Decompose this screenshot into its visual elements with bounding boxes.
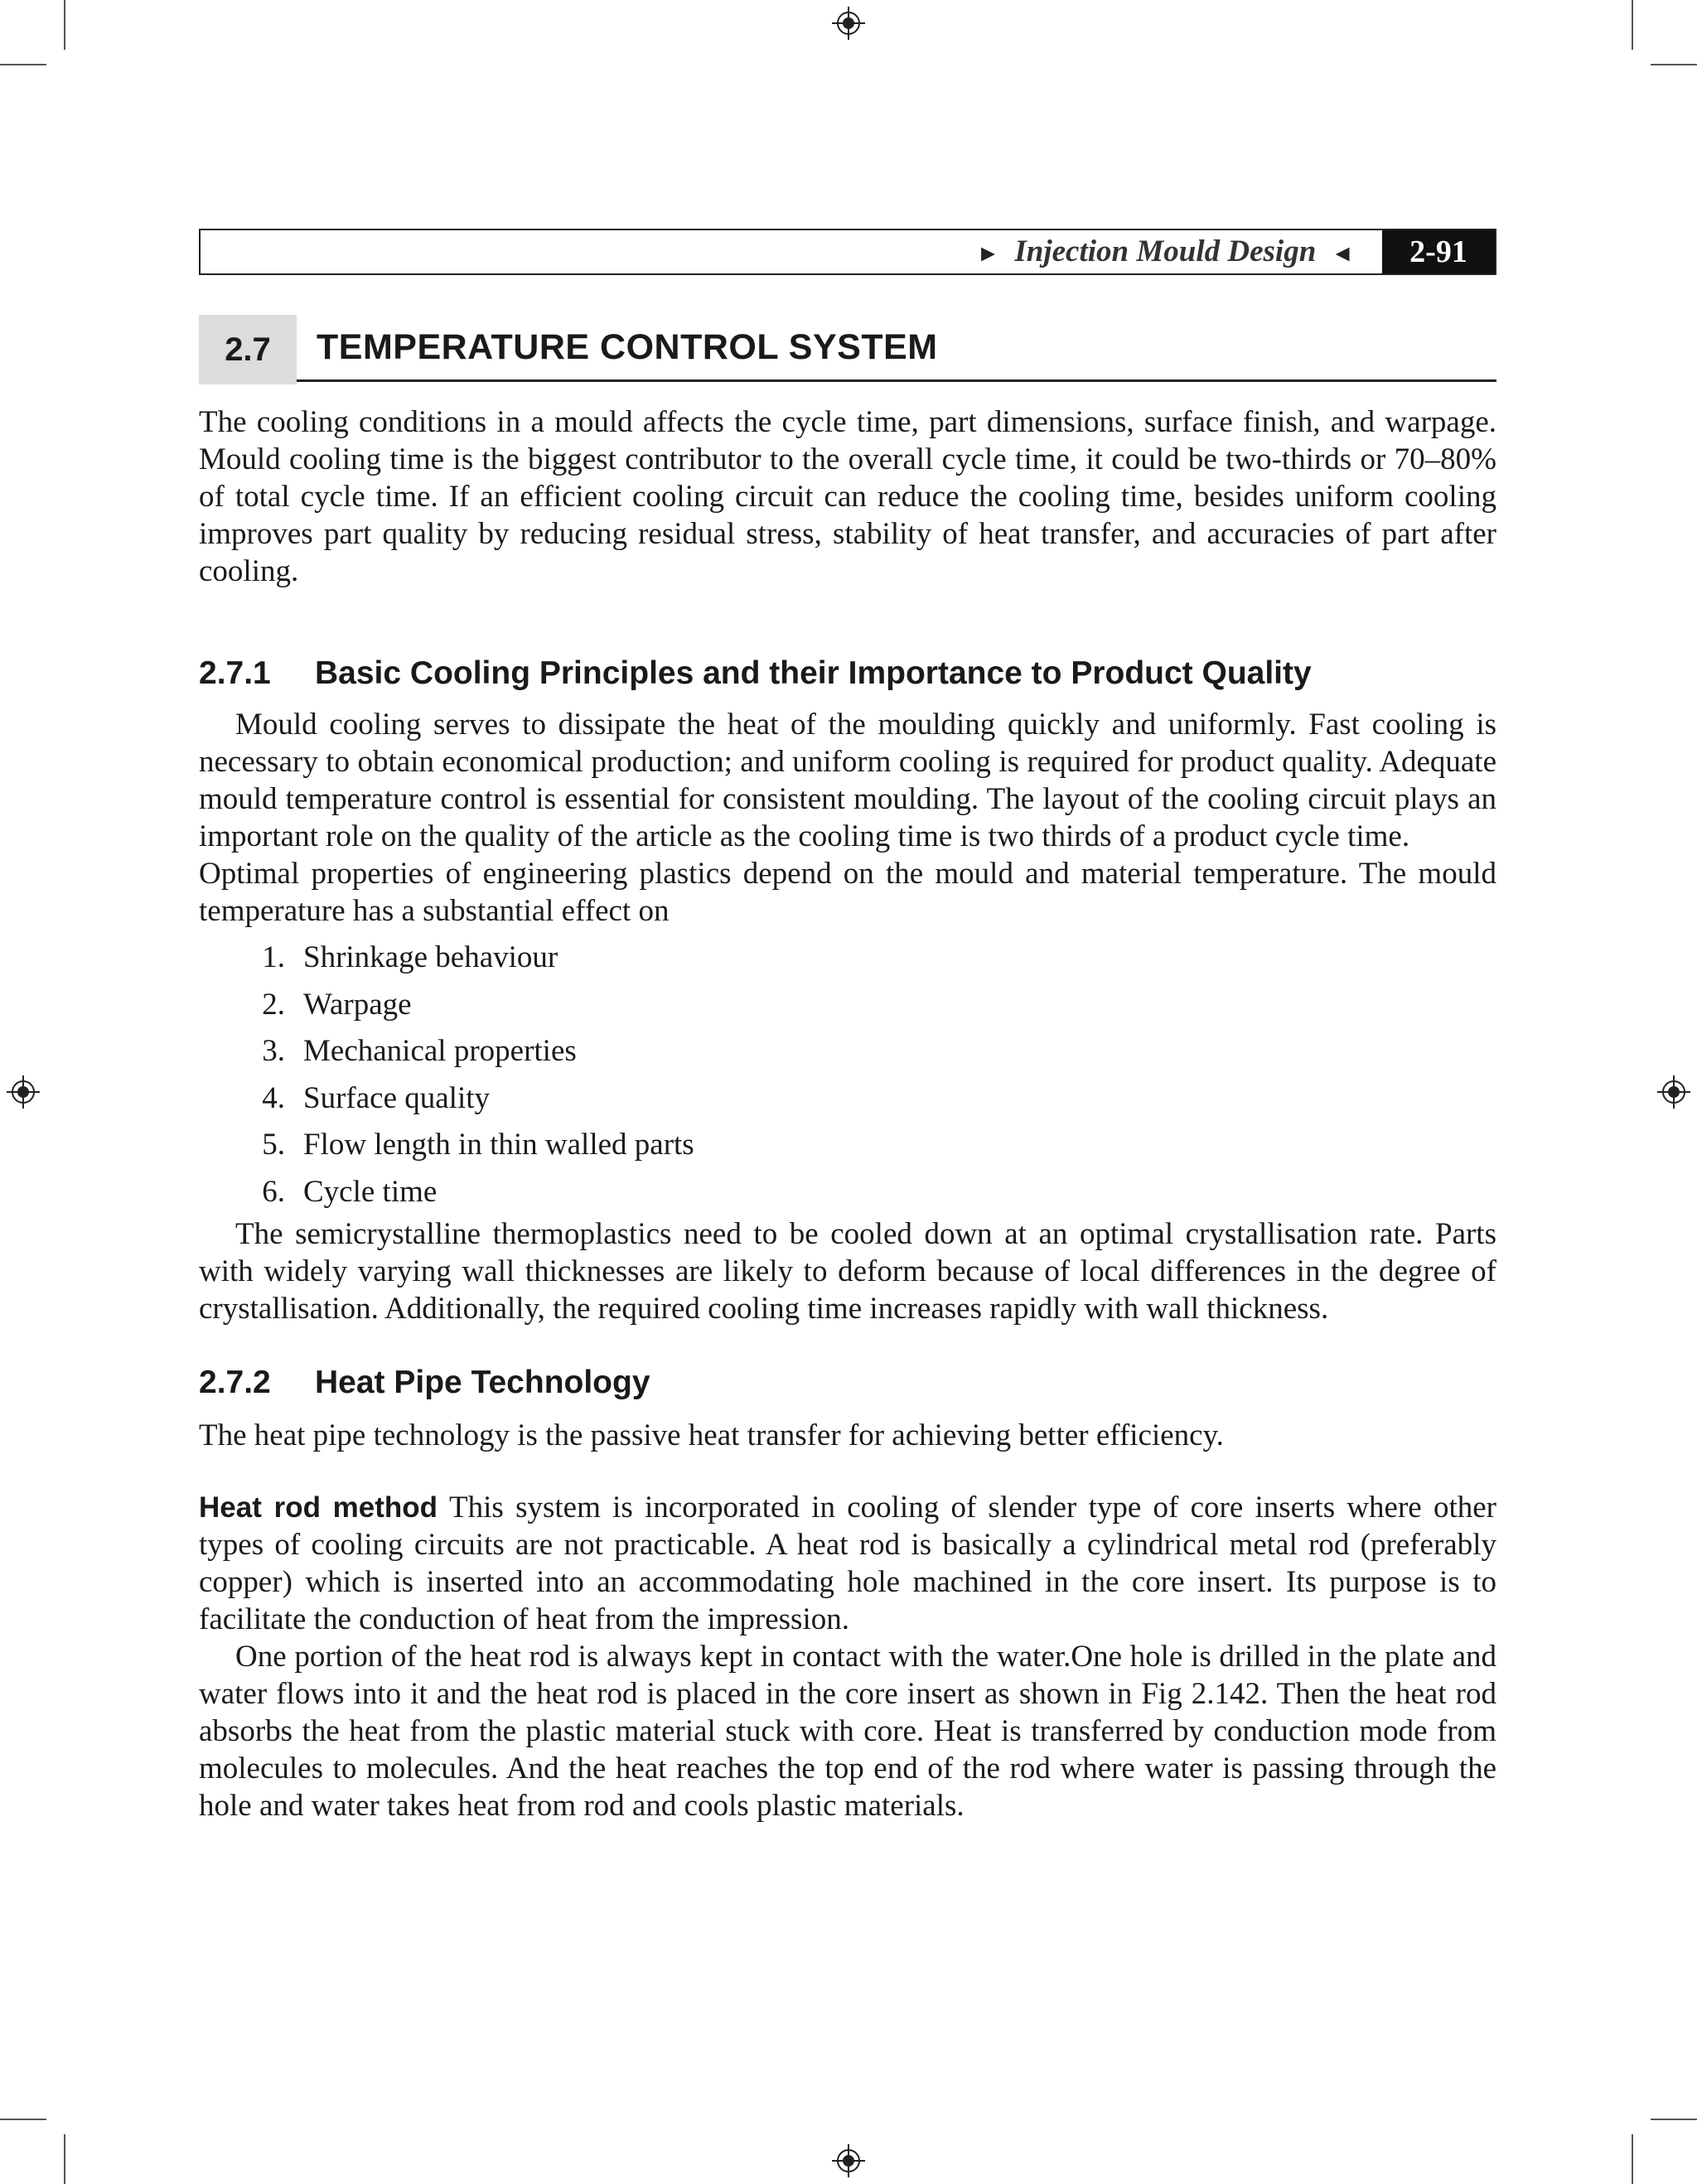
effects-list	[199, 935, 1496, 1215]
page-content	[199, 315, 1496, 1824]
crop-mark-bottom-left-h	[0, 2119, 46, 2120]
arrow-right-icon: ►	[976, 241, 1000, 267]
paragraph: Mould cooling serves to dissipate the heat of the moulding quickly and uniformly. Fast cooling is necessary to obtain economical production; and uniform cooling is required for product quality. Adequate mould temperature control is essential for consistent moulding. The layout of the cooling circuit plays an important role on the quality of the article as the cooling time is two thirds of a product cycle time.	[199, 708, 1496, 853]
list-number: 2.	[262, 987, 285, 1022]
registration-mark-right-icon	[1657, 1075, 1690, 1109]
list-item	[199, 1028, 1496, 1075]
running-title-block	[962, 230, 1369, 273]
list-text: Mechanical properties	[303, 1034, 577, 1068]
subsection-number: 2.7.1	[199, 655, 271, 691]
list-number: 3.	[262, 1034, 285, 1068]
crop-mark-top-left-v	[64, 0, 65, 50]
list-item	[199, 982, 1496, 1029]
list-text: Warpage	[303, 987, 412, 1022]
arrow-left-icon: ◄	[1331, 241, 1354, 267]
crop-mark-bottom-right-h	[1651, 2119, 1697, 2120]
list-number: 4.	[262, 1080, 285, 1115]
section-intro-paragraph: The cooling conditions in a mould affects the cycle time, part dimensions, surface finish, and warpage. Mould cooling time is the biggest contributor to the overall cycle time, it could be two-thirds or 70–80% of total cycle time. If an efficient cooling circuit can reduce the cooling time, besides uniform cooling improves part quality by reducing residual stress, stability of heat transfer, and accuracies of part after cooling.	[199, 405, 1496, 588]
registration-mark-bottom-icon	[832, 2144, 865, 2177]
crop-mark-top-left-h	[0, 64, 46, 65]
list-item	[199, 935, 1496, 982]
list-text: Shrinkage behaviour	[303, 940, 558, 974]
paragraph: One portion of the heat rod is always kept in contact with the water.One hole is drilled in the plate and water flows into it and the heat rod is placed in the core insert as shown in Fig 2.142. Then the heat rod absorbs the heat from the plastic material stuck with core. Heat is transferred by conduction mode from molecules to molecules. And the heat reaches the top end of the rod where water is passing through the hole and water takes heat from rod and cools plastic materials.	[199, 1640, 1496, 1823]
section-heading	[199, 315, 1496, 382]
paragraph: The semicrystalline thermoplastics need to be cooled down at an optimal crystallisation rate. Parts with widely varying wall thicknesses are likely to deform because of local differences in the degree of crystallisation. Additionally, the required cooling time increases rapidly with wall thickness.	[199, 1217, 1496, 1326]
list-number: 6.	[262, 1174, 285, 1209]
running-header	[199, 229, 1496, 275]
list-number: 5.	[262, 1128, 285, 1162]
list-number: 1.	[262, 940, 285, 974]
crop-mark-top-right-h	[1651, 64, 1697, 65]
subsection-heading-1	[199, 653, 1496, 694]
heat-rod-paragraph	[199, 1489, 1496, 1638]
list-item	[199, 1075, 1496, 1123]
registration-mark-top-icon	[832, 7, 865, 40]
crop-mark-bottom-left-v	[64, 2134, 65, 2184]
list-text: Flow length in thin walled parts	[303, 1128, 694, 1162]
runin-label: Heat rod method	[199, 1491, 438, 1524]
list-text: Cycle time	[303, 1174, 438, 1209]
section-title: TEMPERATURE CONTROL SYSTEM	[317, 326, 938, 367]
running-title: Injection Mould Design	[1014, 234, 1317, 268]
list-item	[199, 1122, 1496, 1169]
crop-mark-bottom-right-v	[1632, 2134, 1633, 2184]
paragraph: Optimal properties of engineering plastics depend on the mould and material temperature. The mould temperature has a substantial effect on	[199, 857, 1496, 928]
subsection-heading-2	[199, 1362, 1496, 1404]
page-number: 2-91	[1382, 230, 1495, 273]
paragraph-text: This system is incorporated in cooling of slender type of core inserts where other types of cooling circuits are not practicable. A heat rod is basically a cylindrical metal rod (preferably copper) which is inserted into an accommodating hole machined in the core insert. Its purpose is to facilitate the conduction of heat from the impression.	[199, 1491, 1496, 1636]
subsection-title: Basic Cooling Principles and their Importance to Product Quality	[315, 655, 1312, 691]
list-item	[199, 1169, 1496, 1216]
paragraph: The heat pipe technology is the passive heat transfer for achieving better efficiency.	[199, 1418, 1224, 1452]
section-number: 2.7	[199, 315, 297, 384]
list-text: Surface quality	[303, 1080, 490, 1115]
registration-mark-left-icon	[7, 1075, 40, 1109]
subsection-title: Heat Pipe Technology	[315, 1365, 650, 1400]
subsection-number: 2.7.2	[199, 1365, 271, 1400]
crop-mark-top-right-v	[1632, 0, 1633, 50]
